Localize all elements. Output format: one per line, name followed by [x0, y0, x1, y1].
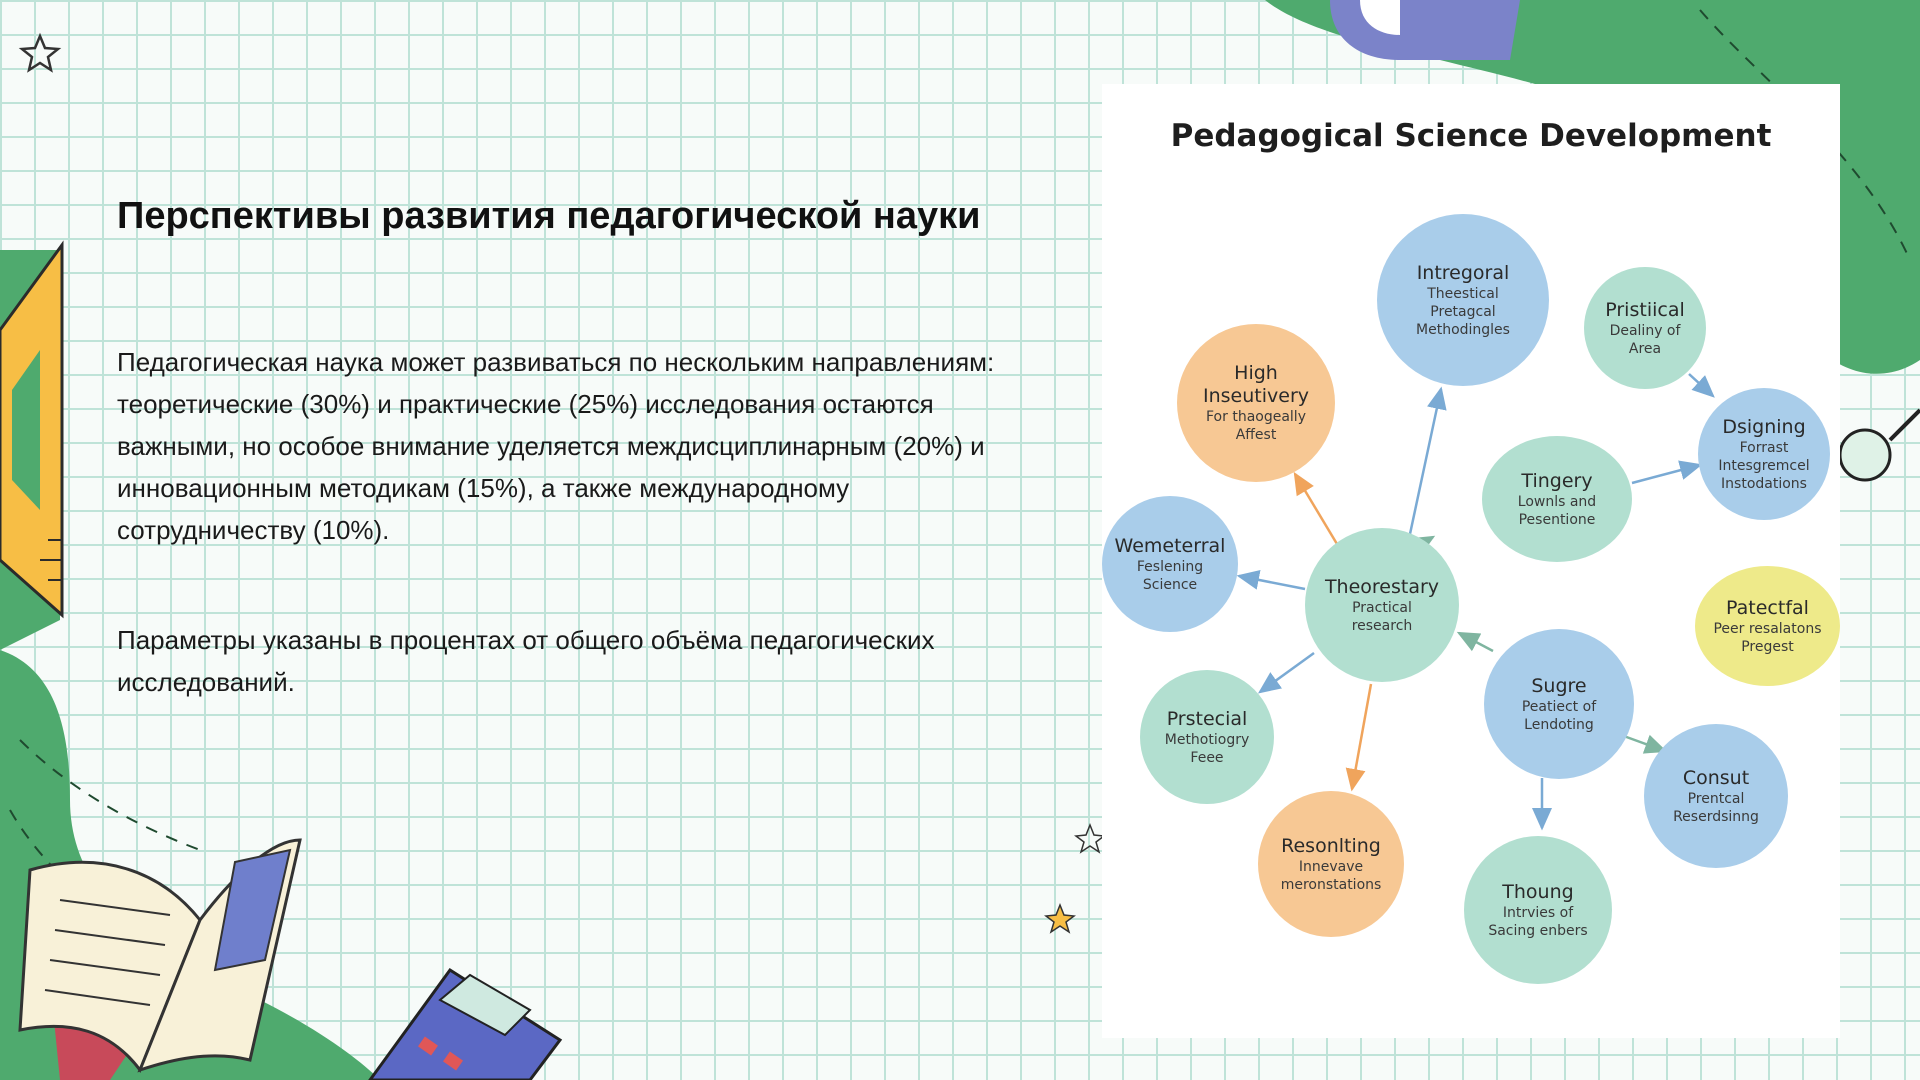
connector-tingery-dsigning — [1632, 465, 1700, 483]
diagram-title: Pedagogical Science Development — [1170, 118, 1772, 154]
connector-pristiical-dsigning — [1689, 374, 1713, 396]
connector-center-high — [1295, 474, 1337, 544]
connector-center-intregoral — [1410, 389, 1441, 534]
node-patectfal: Patectfal Peer resalatons Pregest — [1695, 566, 1840, 686]
node-wemeterral: Wemeterral Feslening Science — [1102, 496, 1238, 632]
node-sugre: Sugre Peatiect of Lendoting — [1484, 629, 1634, 779]
node-prstecial: Prstecial Methotiogry Feee — [1140, 670, 1274, 804]
node-thoung: Thoung Intrvies of Sacing enbers — [1464, 836, 1612, 984]
node-tingery: Tingery Lownls and Pesentione — [1482, 436, 1632, 562]
connector-center-prstecial — [1260, 653, 1314, 692]
connector-center-wemeterral — [1239, 576, 1305, 589]
node-pristiical: Pristiical Dealiny of Area — [1584, 267, 1706, 389]
node-dsigning: Dsigning Forrast Intesgremcel Instodations — [1698, 388, 1830, 520]
star-icon — [22, 36, 58, 70]
body-paragraph-note: Параметры указаны в процентах от общего объёма педагогических исследований. — [117, 625, 935, 697]
node-high: High Inseutivery For thaogeally Affest — [1177, 324, 1335, 482]
slide-title: Перспективы развития педагогической науки — [117, 195, 981, 237]
node-intregoral: Intregoral Theestical Pretagcal Methodingles — [1377, 214, 1549, 386]
diagram-figure — [1102, 84, 1840, 1038]
node-consut: Consut Prentcal Reserdsinng — [1644, 724, 1788, 868]
magnifier-icon — [1840, 410, 1920, 480]
body-paragraph-directions: Педагогическая наука может развиваться по нескольким направлениям: теоретические (30%) и практические (25%) исследования остаются важными, но особое внимание уделяется междисциплинарным (20%) и инновационным методикам (15%), а также международному сотрудничеству (10%). — [117, 347, 995, 545]
calculator-icon — [370, 970, 560, 1080]
protractor-icon — [1330, 0, 1520, 60]
connector-sugre-consut — [1621, 735, 1665, 751]
connector-center-resonlting — [1352, 684, 1371, 789]
node-center: Theorestary Practical research — [1305, 528, 1459, 682]
connector-sugre-center — [1459, 633, 1493, 651]
node-resonlting: Resonlting Innevave meronstations — [1258, 791, 1404, 937]
